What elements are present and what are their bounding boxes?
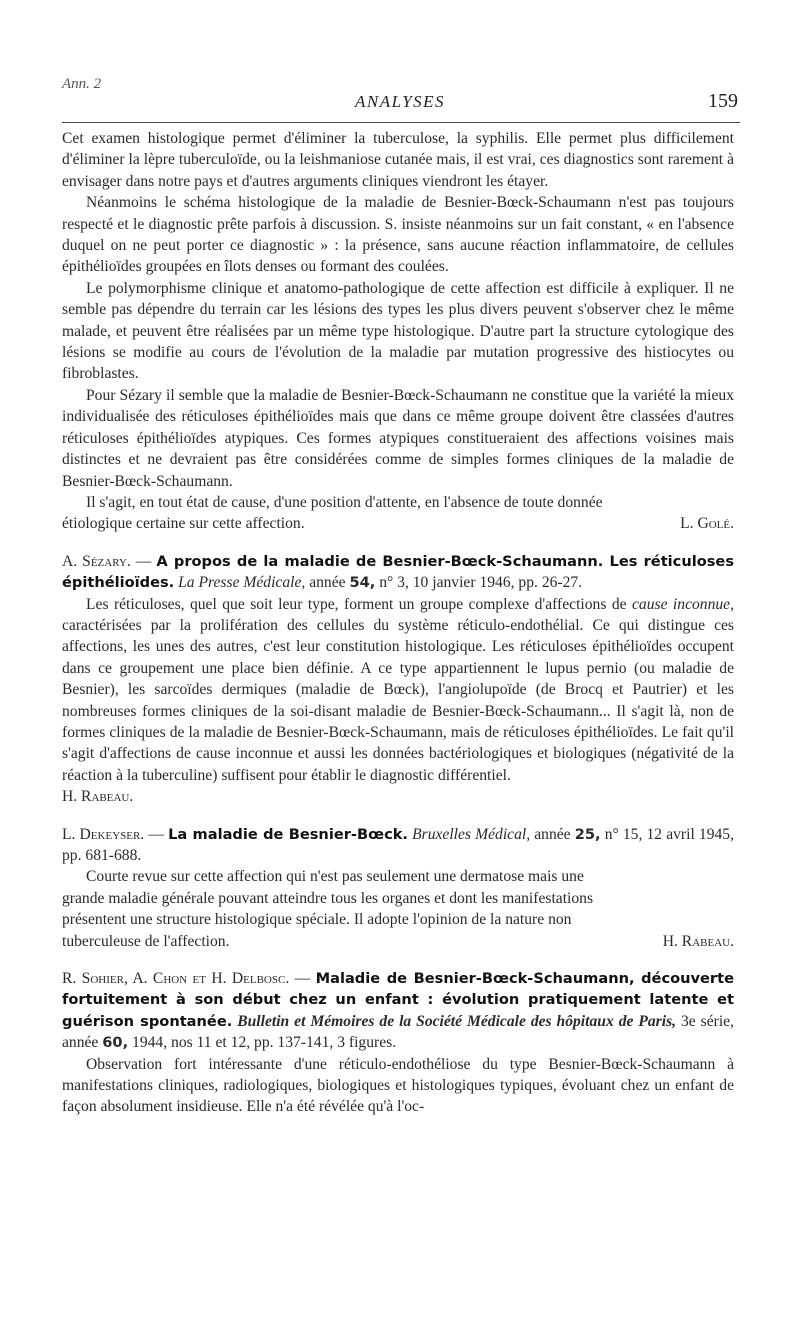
entry-citation: 1944, nos 11 et 12, pp. 137-141, 3 figures. xyxy=(132,1034,397,1052)
abstract-emphasis: cause inconnue, xyxy=(632,595,734,613)
paragraph: Pour Sézary il semble que la maladie de Besnier-Bœck-Schaumann ne constitue que la variété la mieux individualisée des réticuloses épithélioïdes mais que dans ce même groupe doivent être classées d'autres réticuloses épithélioïdes atypiques. Ces formes atypiques constitueraient des affections voisines mais distinctes et ne devraient pas être considérées comme de simples formes cliniques de la maladie de Besnier-Bœck-Schaumann. xyxy=(62,386,734,490)
entry-author: L. Dekeyser. xyxy=(62,825,145,843)
entry-author: R. Sohier, A. Chon et H. Delbosc. xyxy=(62,970,290,988)
entry-title: La maladie de Besnier-Bœck. xyxy=(168,825,408,843)
entry-abstract xyxy=(62,594,734,787)
abstract-text: Les réticuloses, quel que soit leur type, forment un groupe complexe d'affections de xyxy=(86,595,627,613)
entry-abstract: Observation fort intéressante d'une réticulo-endothéliose du type Besnier-Bœck-Schaumann à manifestations cliniques, radiologiques, biologiques et histologiques typiques, évoluant chez un enfant de façon absolument insidieuse. Elle n'a été révélée qu'à l'oc- xyxy=(62,1055,734,1116)
annotation-mark: Ann. 2 xyxy=(62,76,102,92)
review-entry xyxy=(62,824,734,952)
abstract-text: caractérisées par la prolifération des cellules du système réticulo-endothélial. Ce qui distingue ces affections, les unes des autres, c'est leur constitution histologique. Les réticuloses épithélioïdes occupent dans ce groupement une place bien définie. A ce type appartiennent le lupus pernio (ou maladie de Besnier), les sarcoïdes dermiques (maladie de Bœck), l'angiolupoïde (de Brocq et Pautrier) et les nombreuses formes cliniques de la soi-disant maladie de Besnier-Bœck-Schaumann... Il s'agit là, non de formes cliniques de la maladie de Besnier-Bœck-Schaumann, mais de réticuloses épithélioïdes. Le fait qu'il s'agit d'affections de cause inconnue et aussi les données bactériologiques et biologiques (négativité de la réaction à la tuberculine) suffisent pour établir le diagnostic différentiel. xyxy=(62,616,734,784)
entry-volume: 54, xyxy=(349,574,376,592)
entry-journal: Bruxelles Médical, xyxy=(412,825,531,843)
page-number: 159 xyxy=(708,90,738,112)
entry-journal: La Presse Médicale, xyxy=(178,574,306,592)
signature: H. Rabeau. xyxy=(62,788,134,806)
entry-author: A. Sézary. xyxy=(62,552,131,570)
entry-volume: 25, xyxy=(574,825,601,843)
abstract-text: Courte revue sur cette affection qui n'est pas seulement une dermatose mais une grande maladie générale pouvant atteindre tous les organes et dont les manifestations présentent une structure histologique spéciale. Il adopte l'opinion de la nature non tuberculeuse de l'affection. xyxy=(62,868,594,950)
paragraph: Il s'agit, en tout état de cause, d'une position d'attente, en l'absence de toute donnée étiologique certaine sur cette affection. xyxy=(62,493,603,533)
header-rule xyxy=(62,122,740,123)
entry-header: R. Sohier, A. Chon et H. Delbosc. — Maladie de Besnier-Bœck-Schaumann, découverte fortuitement à son début chez un enfant : évolution pratiquement latente et guérison spontanée. Bulletin et Mémoires de la Société Médicale des hôpitaux de Paris, 3e série, année 60, 1944, nos 11 et 12, pp. 137-141, 3 figures. xyxy=(62,970,734,1052)
entry-citation: n° 15, 12 avril 1945, pp. 681-688. xyxy=(62,825,734,864)
running-title: ANALYSES xyxy=(354,92,446,111)
closing-paragraph xyxy=(62,492,734,535)
entry-header: L. Dekeyser. — La maladie de Besnier-Bœck. Bruxelles Médical, année 25, n° 15, 12 avril 1945, pp. 681-688. xyxy=(62,825,734,864)
entry-header: A. Sézary. — A propos de la maladie de Besnier-Bœck-Schaumann. Les réticuloses épithélioïdes. La Presse Médicale, année 54, n° 3, 10 janvier 1946, pp. 26-27. xyxy=(62,552,735,592)
entry-volume: 60, xyxy=(102,1034,129,1052)
review-entry xyxy=(62,551,734,808)
paragraph: Cet examen histologique permet d'éliminer la tuberculose, la syphilis. Elle permet plus difficilement d'éliminer la lèpre tuberculoïde, ou la leishmaniose cutanée mais, il est vrai, ces diagnostics sont rarement à envisager dans notre pays et d'autres arguments cliniques viendront les étayer. xyxy=(62,130,734,190)
page-body xyxy=(62,128,734,1118)
entry-journal: Bulletin et Mémoires de la Société Médicale des hôpitaux de Paris, xyxy=(237,1012,677,1030)
entry-pre-year: année xyxy=(534,825,571,843)
entry-abstract xyxy=(62,866,734,952)
signature: H. Rabeau. xyxy=(662,932,734,950)
entry-title: A propos de la maladie de Besnier-Bœck-Schaumann. Les réticuloses épithélioïdes. xyxy=(62,552,735,592)
review-entry xyxy=(62,968,734,1118)
entry-pre-year: 3e série, année xyxy=(62,1012,734,1052)
entry-pre-year: année xyxy=(309,574,346,592)
paragraph: Néanmoins le schéma histologique de la maladie de Besnier-Bœck-Schaumann n'est pas toujours respecté et le diagnostic prête parfois à discussion. S. insiste néanmoins sur un fait constant, « en l'absence duquel on ne peut porter ce diagnostic » : la présence, sans aucune réaction inflammatoire, de cellules épithélioïdes groupées en îlots denses ou formant des coulées. xyxy=(62,194,734,276)
entry-title: Maladie de Besnier-Bœck-Schaumann, découverte fortuitement à son début chez un enfant : évolution pratiquement latente et guérison spontanée. xyxy=(62,970,734,1030)
paragraph: Le polymorphisme clinique et anatomo-pathologique de cette affection est difficile à expliquer. Il ne semble pas dépendre du terrain car les lésions des types les plus divers peuvent s'observer chez le même malade, et peuvent être réalisées par un même type histologique. D'autre part la structure cytologique des lésions se modifie au cours de l'évolution de la maladie par mutation progressive des histiocytes ou fibroblastes. xyxy=(62,279,734,383)
signature: L. Golé. xyxy=(680,515,734,533)
entry-citation: n° 3, 10 janvier 1946, pp. 26-27. xyxy=(379,574,583,592)
